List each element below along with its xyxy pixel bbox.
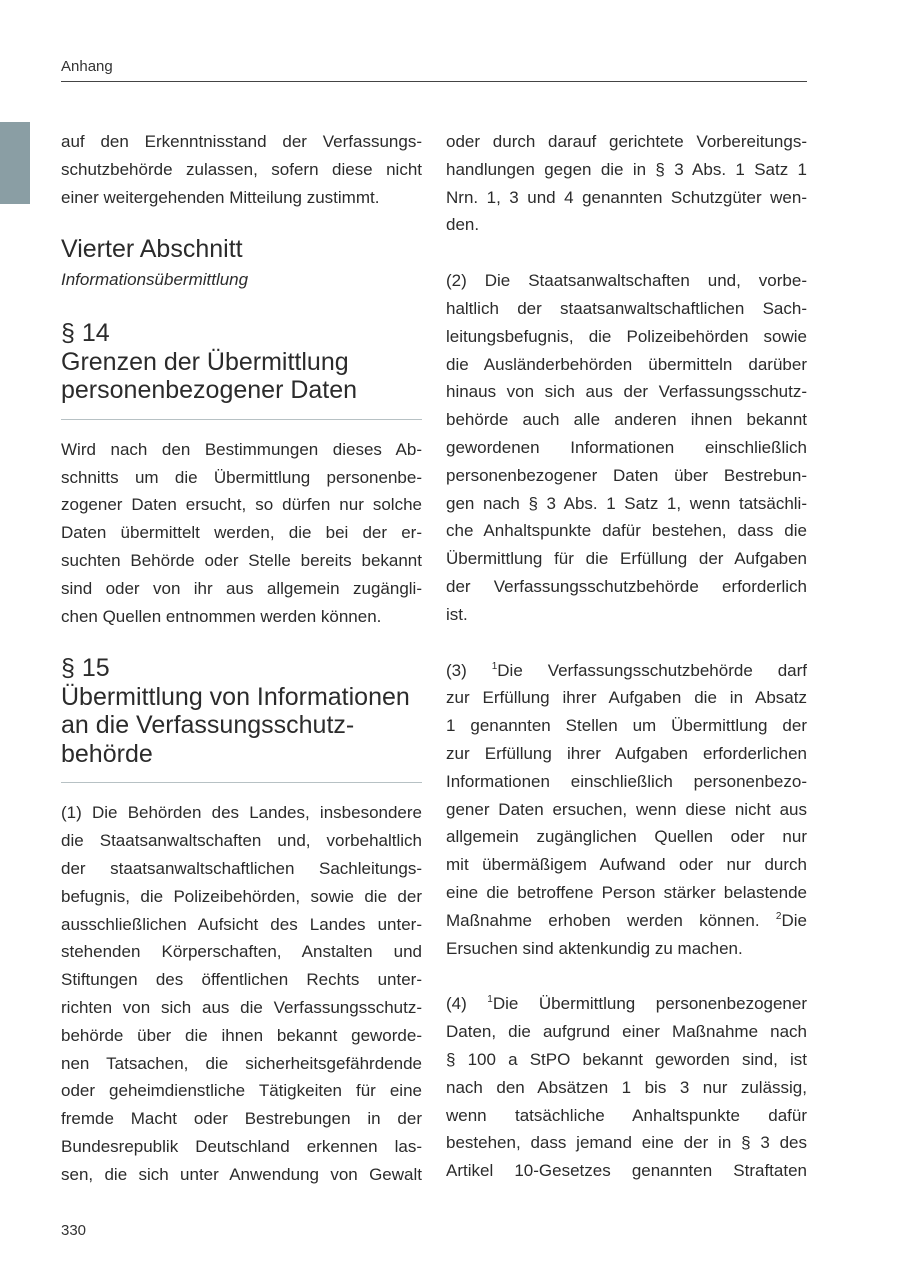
text-line: zur Erfüllung ihrer Aufgaben die in Absatz (446, 688, 807, 708)
continuation-paragraph (446, 128, 807, 239)
text-line: der staatsanwaltschaftlichen Sachleitungs- (61, 859, 422, 879)
text-line (446, 990, 807, 1018)
page-number: 330 (61, 1222, 87, 1239)
paragraph-14-body (61, 436, 422, 631)
text-line: schnitts um die Übermittlung personenbe- (61, 467, 422, 487)
paragraph-title-line: behörde (61, 739, 153, 768)
text-line: auf den Erkenntnisstand der Verfassungs- (61, 132, 422, 151)
heading-divider (61, 419, 422, 420)
text-line: Artikel 10-Gesetzes genannten Straftaten (446, 1161, 807, 1181)
text-line: nen Tatsachen, die sicherheitsgefährdende (61, 1053, 422, 1073)
absatz-number: (3) (446, 660, 492, 680)
text-line: Nrn. 1, 3 und 4 genannten Schutzgüter wen- (446, 187, 807, 207)
text-line: sen, die sich unter Anwendung von Gewalt (61, 1164, 422, 1184)
text-line: hinaus von sich aus der Verfassungsschutz- (446, 382, 807, 402)
text-line: den. (446, 215, 480, 235)
paragraph-title-line: Grenzen der Übermittlung (61, 347, 349, 376)
text-line: richten von sich aus die Verfassungsschutz- (61, 998, 422, 1018)
text-line: sind oder von ihr aus allgemein zugängli- (61, 578, 422, 598)
text-line: haltlich der staatsanwaltschaftlichen Sach- (446, 298, 807, 318)
text-line: che Anhaltspunkte dafür bestehen, dass die (446, 521, 807, 541)
absatz-4 (446, 990, 807, 1185)
satz-number: 1 (487, 994, 493, 1006)
text-line: Wird nach den Bestimmungen dieses Ab- (61, 439, 422, 459)
paragraph-15-body (61, 799, 422, 1188)
chapter-thumb-tab (0, 122, 30, 204)
text-line (446, 657, 807, 685)
text-line: Daten, die aufgrund einer Maßnahme nach (446, 1022, 807, 1042)
text-line: gener Daten ersuchen, wenn diese nicht aus (446, 799, 807, 819)
text-line: oder durch darauf gerichtete Vorbereitungs- (446, 132, 807, 151)
text-line: wenn tatsächliche Anhaltspunkte dafür (446, 1105, 807, 1125)
text-line: eine die betroffene Person stärker belastende (446, 882, 807, 902)
intro-paragraph (61, 128, 422, 211)
text-line: befugnis, die Polizeibehörden, sowie die der (61, 886, 422, 906)
section-title: Vierter Abschnitt (61, 235, 243, 264)
text-line: nach den Absätzen 1 bis 3 nur zulässig, (446, 1077, 807, 1097)
text-line: stehenden Körperschaften, Anstalten und (61, 942, 422, 962)
text-line: fremde Macht oder Bestrebungen in der (61, 1109, 422, 1129)
text-line: handlungen gegen die in § 3 Abs. 1 Satz 1 (446, 159, 807, 179)
text-line: Übermittlung für die Erfüllung der Aufgaben (446, 549, 807, 569)
text-line: behörde auch alle anderen ihnen bekannt (446, 410, 807, 430)
paragraph-gap (446, 962, 807, 990)
text-line: Daten übermittelt werden, die bei der er- (61, 523, 422, 543)
text-line: die Staatsanwaltschaften und, vorbehaltlich (61, 831, 422, 851)
absatz-2 (446, 267, 807, 628)
left-column (61, 128, 422, 1189)
text-line: Ersuchen sind aktenkundig zu machen. (446, 938, 743, 958)
text-line: behörde über die ihnen bekannt geworde- (61, 1025, 422, 1045)
paragraph-gap (446, 239, 807, 267)
text-line: einer weitergehenden Mitteilung zustimmt. (61, 187, 380, 207)
paragraph-14-heading (61, 319, 422, 405)
text-line: suchten Behörde oder Stelle bereits bekannt (61, 551, 422, 571)
paragraph-title-line: personenbezogener Daten (61, 376, 358, 405)
text-line: personenbezogener Daten über Bestrebun- (446, 465, 807, 485)
text-fragment: Die Verfassungsschutzbehörde darf (497, 660, 807, 680)
text-fragment: Maßnahme erhoben werden können. (446, 910, 776, 930)
text-line: § 100 a StPO bekannt geworden sind, ist (446, 1049, 807, 1069)
text-line: gen nach § 3 Abs. 1 Satz 1, wenn tatsächli- (446, 493, 807, 513)
heading-divider (61, 782, 422, 783)
right-column (446, 128, 807, 1185)
satz-number: 1 (491, 660, 498, 672)
section-subtitle: Informationsübermittlung (61, 270, 249, 290)
text-line: (1) Die Behörden des Landes, insbesondere (61, 803, 422, 823)
absatz-3 (446, 657, 807, 963)
text-line: Bundesrepublik Deutschland erkennen las- (61, 1137, 422, 1157)
paragraph-number: § 15 (61, 654, 110, 683)
text-line: schutzbehörde zulassen, sofern diese nicht (61, 159, 422, 179)
text-line: allgemein zugänglichen Quellen oder nur (446, 827, 807, 847)
text-line: zur Erfüllung ihrer Aufgaben erforderlichen (446, 743, 807, 763)
paragraph-gap (446, 629, 807, 657)
paragraph-number: § 14 (61, 319, 110, 348)
running-head: Anhang (61, 58, 113, 75)
text-line (446, 907, 807, 935)
text-line: der Verfassungsschutzbehörde erforderlich (446, 576, 807, 596)
absatz-number: (4) (446, 994, 488, 1014)
text-line: leitungsbefugnis, die Polizeibehörden sowie (446, 326, 807, 346)
satz-number: 2 (775, 910, 782, 922)
text-line: oder geheimdienstliche Tätigkeiten für eine (61, 1081, 422, 1101)
text-fragment: Die (781, 910, 807, 930)
text-line: Informationen einschließlich personenbezo- (446, 771, 807, 791)
text-line: chen Quellen entnommen werden können. (61, 606, 382, 626)
text-line: bestehen, dass jemand eine der in § 3 des (446, 1133, 807, 1153)
paragraph-15-heading (61, 654, 422, 768)
text-line: Stiftungen des öffentlichen Rechts unter- (61, 970, 422, 990)
text-line: die Ausländerbehörden übermitteln darüber (446, 354, 807, 374)
text-line: ausschließlichen Aufsicht des Landes unter- (61, 914, 422, 934)
header-rule (61, 81, 807, 82)
text-line: 1 genannten Stellen um Übermittlung der (446, 716, 807, 736)
text-line: zogener Daten ersucht, so dürfen nur solche (61, 495, 422, 515)
text-line: gewordenen Informationen einschließlich (446, 437, 807, 457)
paragraph-title-line: an die Verfassungsschutz- (61, 711, 355, 740)
text-fragment: Die Übermittlung personenbezogener (492, 994, 808, 1014)
paragraph-title-line: Übermittlung von Informationen (61, 682, 410, 711)
text-line: ist. (446, 604, 468, 624)
text-line: (2) Die Staatsanwaltschaften und, vorbe- (446, 271, 807, 291)
text-line: mit übermäßigem Aufwand oder nur durch (446, 855, 807, 875)
